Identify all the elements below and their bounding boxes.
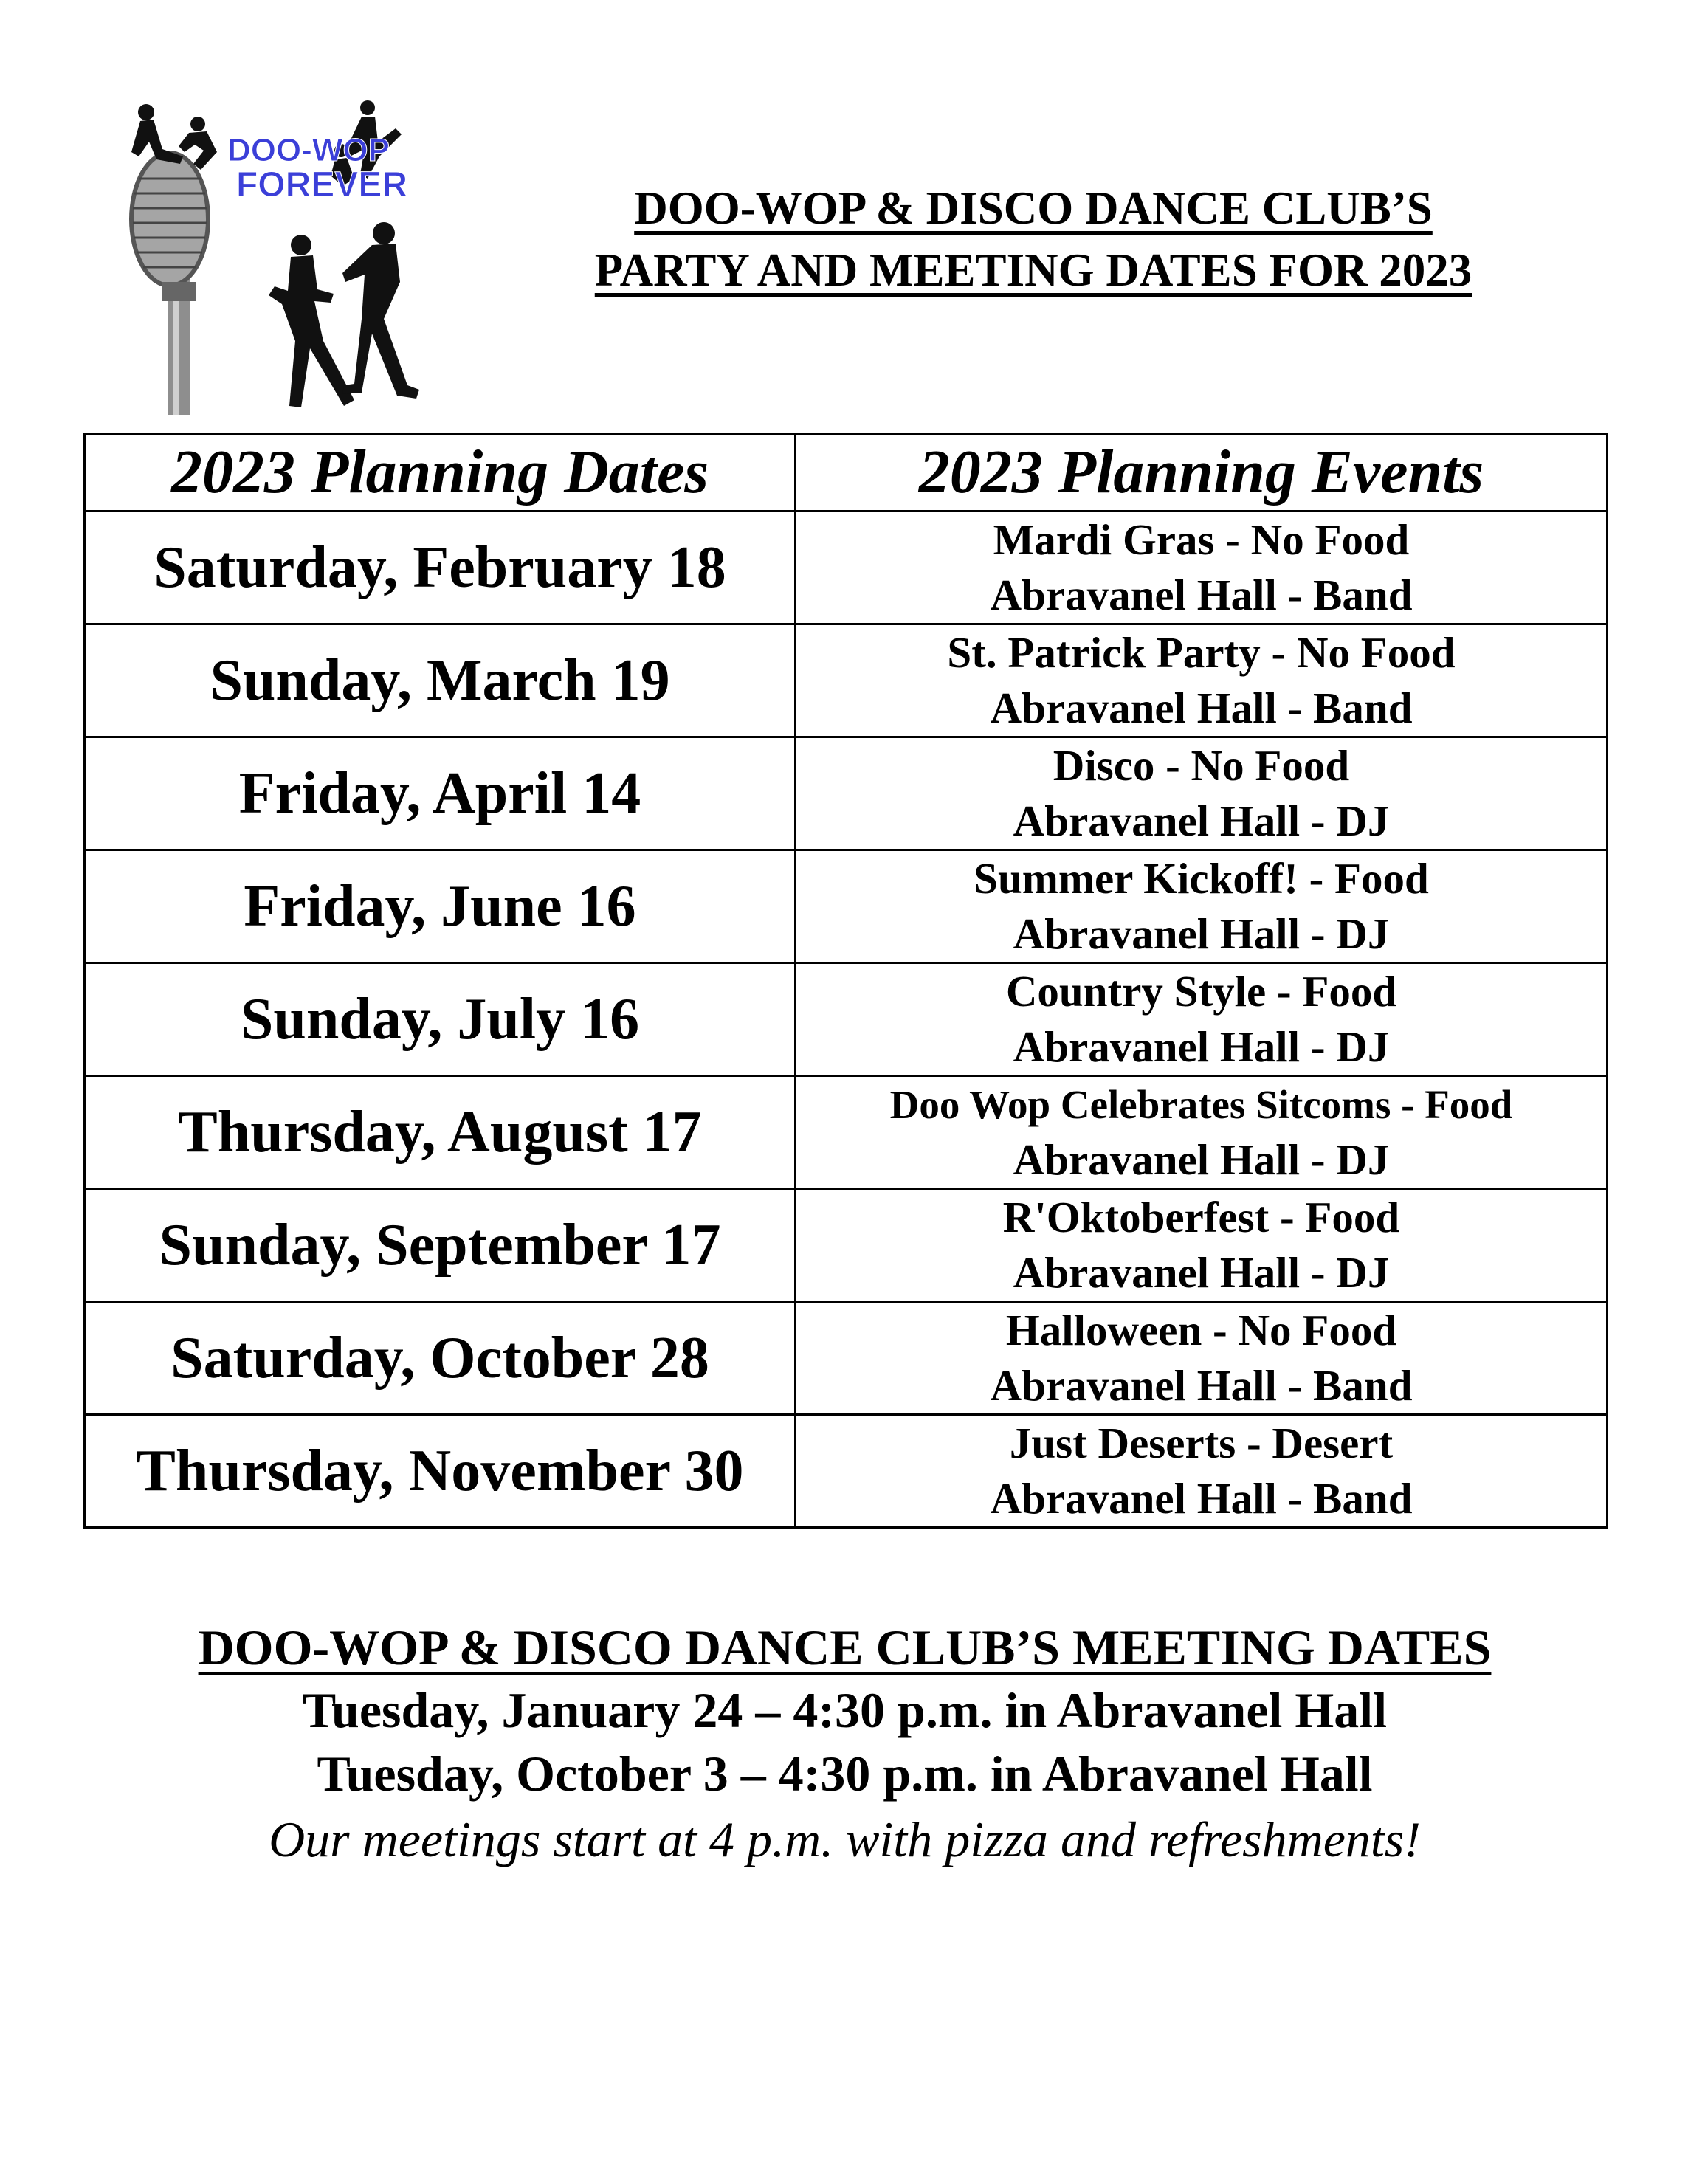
event-details bbox=[796, 1076, 1608, 1189]
event-name: R'Oktoberfest - Food bbox=[1002, 1193, 1400, 1241]
event-venue: Abravanel Hall - DJ bbox=[1013, 796, 1390, 845]
title-line-2: PARTY AND MEETING DATES FOR 2023 bbox=[594, 244, 1472, 296]
table-row bbox=[85, 511, 1608, 624]
table-row bbox=[85, 624, 1608, 737]
table-row bbox=[85, 1189, 1608, 1302]
table-row bbox=[85, 850, 1608, 963]
table-row bbox=[85, 1076, 1608, 1189]
title-line-1: DOO-WOP & DISCO DANCE CLUB’S bbox=[634, 182, 1433, 234]
event-name: St. Patrick Party - No Food bbox=[947, 628, 1456, 677]
event-date: Saturday, October 28 bbox=[85, 1302, 796, 1415]
table-row bbox=[85, 737, 1608, 850]
event-date: Thursday, August 17 bbox=[85, 1076, 796, 1189]
logo-text-line2: FOREVER bbox=[235, 165, 408, 204]
doo-wop-forever-logo bbox=[124, 97, 434, 422]
event-date: Sunday, July 16 bbox=[85, 963, 796, 1076]
event-venue: Abravanel Hall - Band bbox=[990, 571, 1413, 619]
event-details bbox=[796, 1302, 1608, 1415]
meeting-date: Tuesday, January 24 – 4:30 p.m. in Abravanel Hall bbox=[302, 1682, 1388, 1738]
event-name: Just Deserts - Desert bbox=[1009, 1419, 1394, 1467]
event-venue: Abravanel Hall - Band bbox=[990, 1361, 1413, 1410]
event-venue: Abravanel Hall - Band bbox=[990, 683, 1413, 732]
event-details bbox=[796, 511, 1608, 624]
event-name: Halloween - No Food bbox=[1005, 1306, 1397, 1354]
table-row bbox=[85, 1415, 1608, 1528]
event-details bbox=[796, 1415, 1608, 1528]
logo-text-line1: DOO-WOP bbox=[227, 132, 390, 168]
event-details bbox=[796, 850, 1608, 963]
microphone-icon bbox=[131, 153, 208, 415]
event-venue: Abravanel Hall - DJ bbox=[1013, 909, 1390, 958]
event-name: Doo Wop Celebrates Sitcoms - Food bbox=[889, 1082, 1513, 1127]
event-details bbox=[796, 737, 1608, 850]
event-date: Sunday, September 17 bbox=[85, 1189, 796, 1302]
event-venue: Abravanel Hall - DJ bbox=[1013, 1248, 1390, 1297]
event-venue: Abravanel Hall - DJ bbox=[1013, 1022, 1390, 1071]
event-date: Friday, June 16 bbox=[85, 850, 796, 963]
event-name: Summer Kickoff! - Food bbox=[974, 854, 1429, 903]
event-date: Thursday, November 30 bbox=[85, 1415, 796, 1528]
meetings-heading: DOO-WOP & DISCO DANCE CLUB’S MEETING DATES bbox=[198, 1619, 1492, 1675]
table-row bbox=[85, 1302, 1608, 1415]
event-name: Mardi Gras - No Food bbox=[993, 515, 1410, 564]
event-venue: Abravanel Hall - DJ bbox=[1013, 1135, 1390, 1184]
event-name: Country Style - Food bbox=[1005, 967, 1397, 1016]
event-date: Saturday, February 18 bbox=[85, 511, 796, 624]
header-planning-events: 2023 Planning Events bbox=[796, 434, 1608, 511]
meeting-date: Tuesday, October 3 – 4:30 p.m. in Abravanel Hall bbox=[317, 1746, 1373, 1802]
table-row bbox=[85, 963, 1608, 1076]
event-date: Friday, April 14 bbox=[85, 737, 796, 850]
page-title bbox=[472, 177, 1594, 301]
event-venue: Abravanel Hall - Band bbox=[990, 1474, 1413, 1523]
event-details bbox=[796, 1189, 1608, 1302]
event-name: Disco - No Food bbox=[1053, 741, 1350, 790]
planning-schedule-table bbox=[83, 433, 1608, 1529]
event-date: Sunday, March 19 bbox=[85, 624, 796, 737]
event-details bbox=[796, 963, 1608, 1076]
meetings-note: Our meetings start at 4 p.m. with pizza and refreshments! bbox=[269, 1811, 1421, 1867]
meeting-dates-section bbox=[83, 1616, 1606, 1873]
header-planning-dates: 2023 Planning Dates bbox=[85, 434, 796, 511]
table-header-row bbox=[85, 434, 1608, 511]
event-details bbox=[796, 624, 1608, 737]
